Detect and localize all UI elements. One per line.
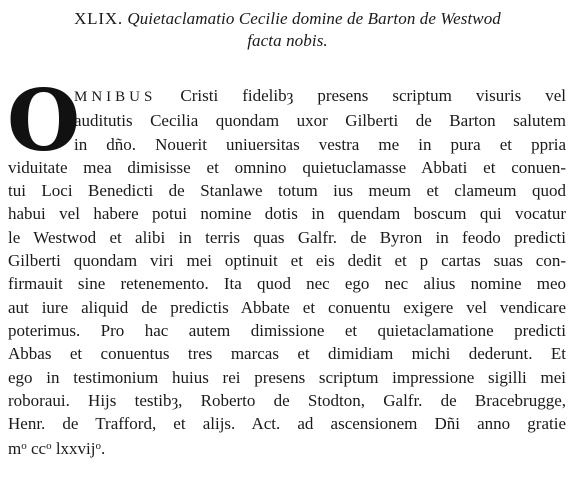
text-line: viduitate mea dimisisse et omnino quietuclamasse Abbati et conuen- — [8, 157, 566, 177]
text-line: aut iure aliquid de predictis Abbate et conuentu exigere vel vendicare — [8, 297, 566, 317]
text-line: tui Loci Benedicti de Stanlawe totum ius meum et clameum quod — [8, 181, 566, 201]
text-line: roboraui. Hijs testibȝ, Roberto de Stodton, Galfr. de Bracebrugge, — [8, 390, 566, 410]
text-line: auditutis Cecilia quondam uxor Gilberti de Barton salutem — [74, 111, 566, 131]
opening-word: MNIBUS — [74, 89, 157, 105]
text-line: firmauit sine retenemento. Ita quod nec ego nec alius nomine meo — [8, 274, 566, 294]
charter-heading — [0, 8, 575, 52]
text-line — [8, 84, 566, 109]
heading-line-1 — [0, 8, 575, 30]
text-line: Abbas et conuentus tres marcas et dimidiam michi dederunt. Et — [8, 344, 566, 364]
text-line: le Westwod et alibi in terris quas Galfr. de Byron in feodo predicti — [8, 227, 566, 247]
text-line: in dño. Nouerit uniuersitas vestra me in pura et ppria — [74, 134, 566, 154]
line-text: Cristi fidelibȝ presens scriptum visuris vel — [180, 86, 566, 105]
heading-line-2: facta nobis. — [247, 31, 328, 50]
decorated-initial-letter: O — [7, 71, 81, 170]
charter-text — [7, 71, 566, 461]
decorated-initial — [7, 71, 81, 170]
text-line: habui vel habere potui nomine dotis in quendam boscum qui vocatur — [8, 204, 566, 224]
text-line: poterimus. Pro hac autem dimissione et quietaclamatione predicti — [8, 320, 566, 340]
charter-number: XLIX. — [74, 9, 123, 28]
text-line-final: $m^o$ $cc^o$ lxxvij$^o$. — [8, 439, 106, 459]
text-line: Henr. de Trafford, et alijs. Act. ad ascensionem Dñi anno gratie — [8, 414, 566, 434]
charter-title: Quietaclamatio Cecilie domine de Barton de Westwod — [127, 9, 501, 28]
text-line: Gilberti quondam viri mei optinuit et eis dedit et p cartas suas con- — [8, 251, 566, 271]
text-line: ego in testimonium huius rei presens scriptum impressione sigilli mei — [8, 367, 566, 387]
